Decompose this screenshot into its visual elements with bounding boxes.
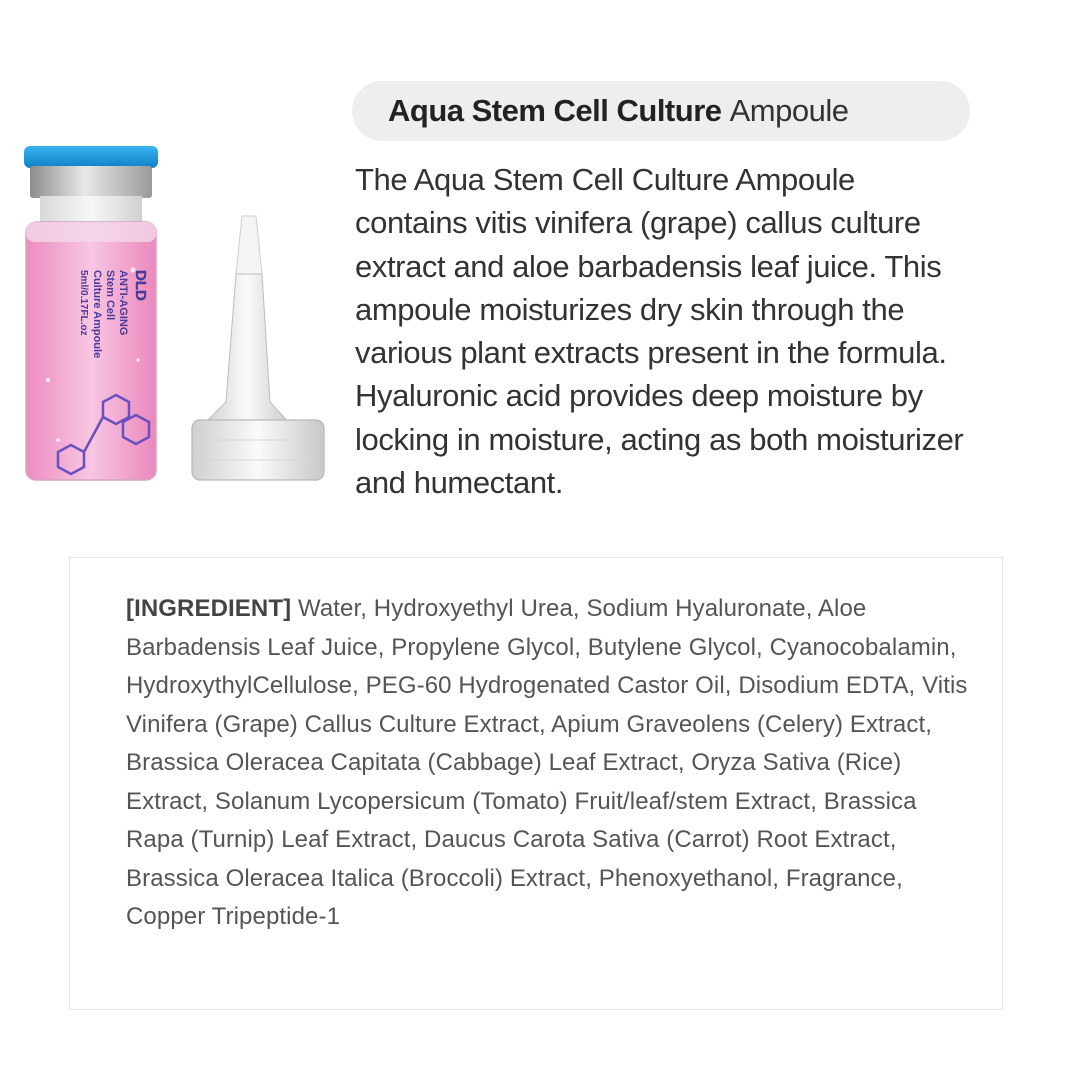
vial-cap [24, 146, 158, 168]
product-description: The Aqua Stem Cell Culture Ampoule contains vitis vinifera (grape) callus culture extract and aloe barbadensis leaf juice. This ampoule moisturizes dry skin through the various plant extracts present in the formula. Hyaluronic acid provides deep moisture by locking in moisture, acting as both moisturizer and humectant. [355, 162, 964, 501]
product-title-light: Ampoule [729, 93, 849, 128]
ingredient-label: [INGREDIENT] [126, 595, 292, 622]
ingredient-text: Water, Hydroxyethyl Urea, Sodium Hyaluronate, Aloe Barbadensis Leaf Juice, Propylene Glycol, Butylene Glycol, Cyanocobalamin, HydroxythylCellulose, PEG-60 Hydrogenated Castor Oil, Disodium EDTA, Vitis Vinifera (Grape) Callus Culture Extract, Apium Graveolens (Celery) Extract, Brassica Oleracea Capitata (Cabbage) Leaf Extract, Oryza Sativa (Rice) Extract, Solanum Lycopersicum (Tomato) Fruit/leaf/stem Extract, Brassica Rapa (Turnip) Leaf Extract, Daucus Carota Sativa (Carrot) Root Extract, Brassica Oleracea Italica (Broccoli) Extract, Phenoxyethanol, Fragrance, Copper Tripeptide-1 [126, 595, 968, 930]
vial-label-line3: Culture Ampoule [91, 270, 103, 359]
product-title [352, 81, 970, 141]
vial-label-line1: ANTI-AGING [117, 270, 129, 336]
vial [24, 146, 158, 480]
ingredient-panel [69, 557, 1003, 1010]
vial-brand: DLD [132, 270, 149, 301]
vial-label-line4: 5ml/0.17FL.oz [78, 270, 89, 336]
dropper-nozzle [192, 216, 324, 480]
vial-label-line2: Stem Cell [104, 270, 116, 321]
product-title-bold: Aqua Stem Cell Culture [388, 93, 722, 128]
ingredient-list [126, 590, 976, 937]
nozzle-base [192, 420, 324, 480]
product-illustration [18, 140, 338, 490]
